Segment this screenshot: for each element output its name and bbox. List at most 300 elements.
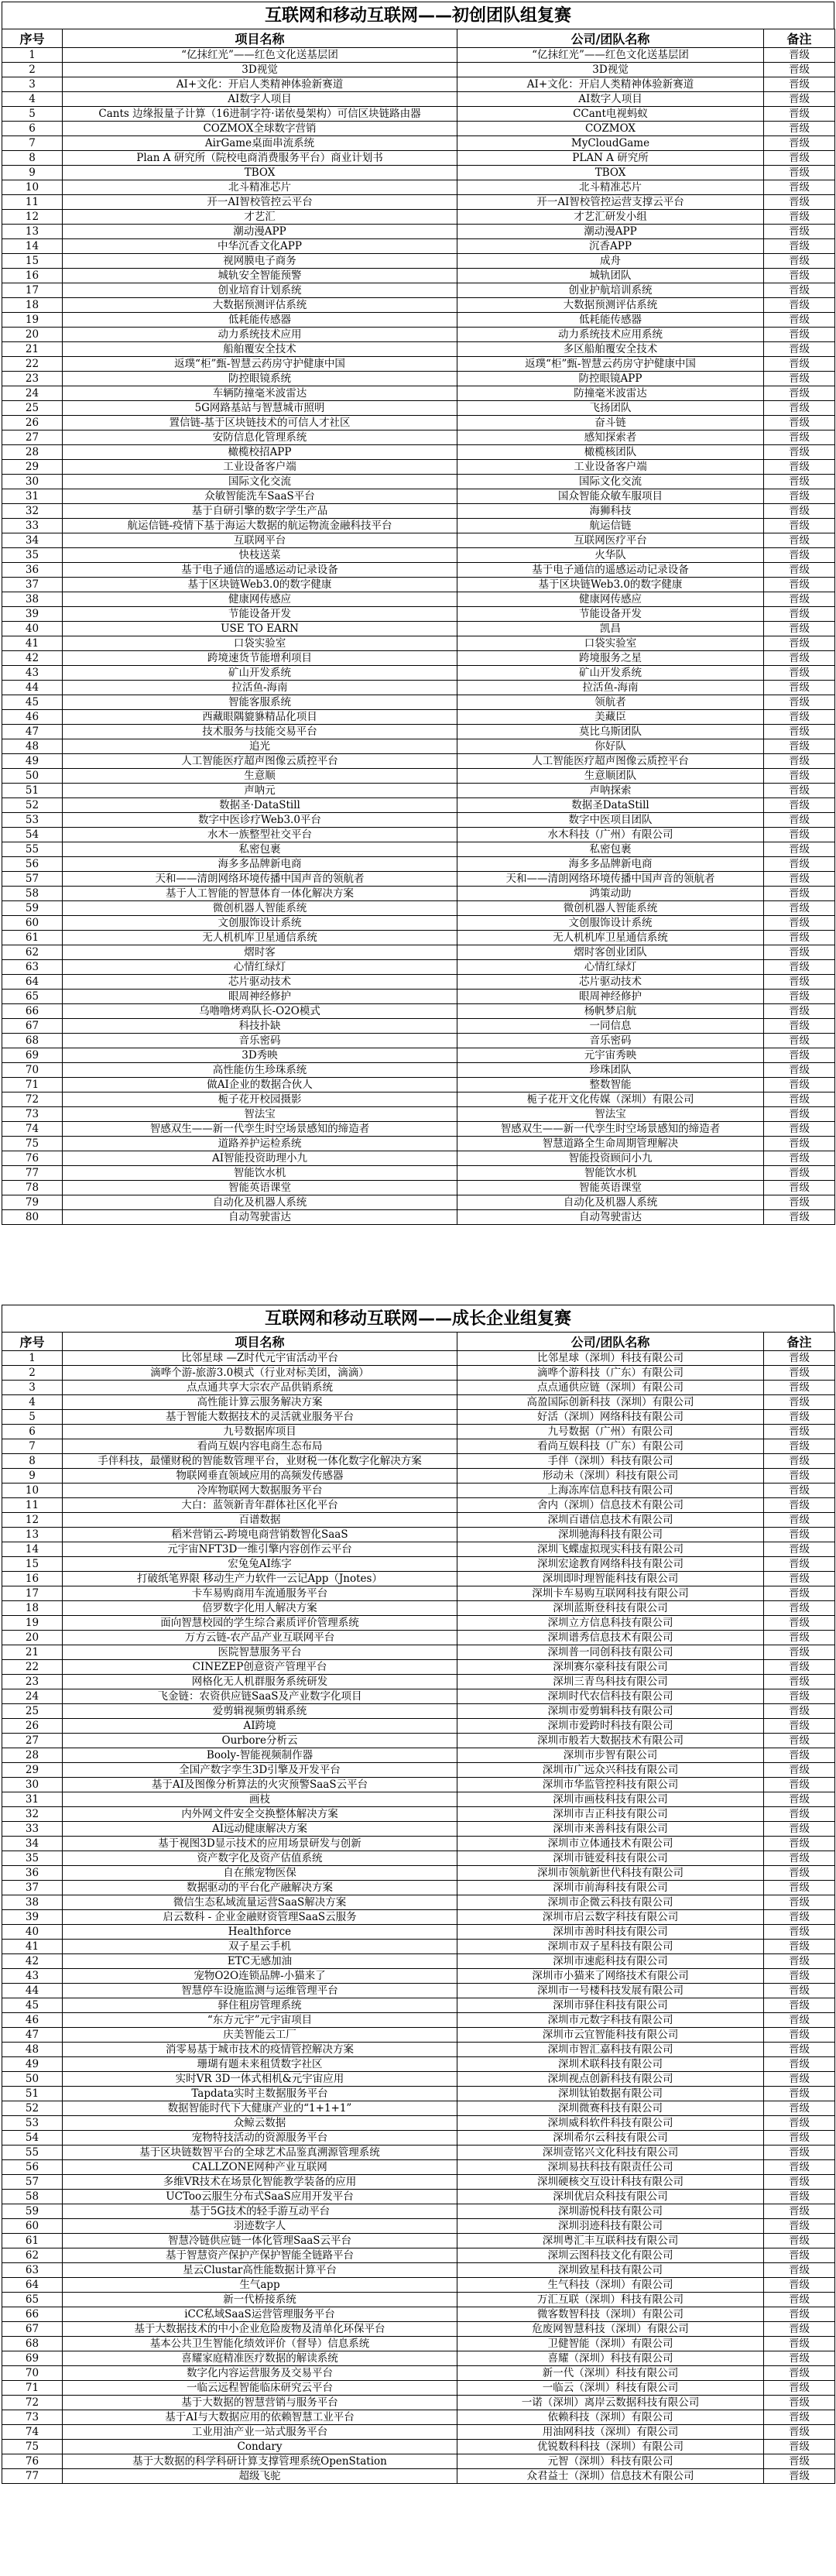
- project-name: 高性能计算云服务解决方案: [63, 1395, 457, 1410]
- company-name: 深圳威科软件科技有限公司: [457, 2116, 764, 2131]
- project-name: 内外网文件安全交换整体解决方案: [63, 1807, 457, 1822]
- company-name: 航运信链: [457, 519, 764, 533]
- row-index: 47: [2, 725, 63, 739]
- remark: 晋级: [764, 1984, 835, 1998]
- remark: 晋级: [764, 548, 835, 563]
- remark: 晋级: [764, 1034, 835, 1048]
- company-name: 元宇宙秀映: [457, 1048, 764, 1063]
- project-name: 微创机器人智能系统: [63, 901, 457, 916]
- remark: 晋级: [764, 1425, 835, 1439]
- project-name: 安防信息化管理系统: [63, 430, 457, 445]
- table-row: [2, 1969, 835, 1984]
- remark: 晋级: [764, 2219, 835, 2234]
- project-name: 启云数科 - 企业金融财资管理SaaS云服务: [63, 1910, 457, 1925]
- remark: 晋级: [764, 1572, 835, 1586]
- company-name: 深圳立方信息科技有限公司: [457, 1616, 764, 1631]
- table-row: [2, 563, 835, 578]
- table-row: [2, 1689, 835, 1704]
- remark: 晋级: [764, 1660, 835, 1675]
- remark: 晋级: [764, 1675, 835, 1689]
- row-index: 74: [2, 2425, 63, 2440]
- table-row: [2, 901, 835, 916]
- row-index: 36: [2, 563, 63, 578]
- row-index: 10: [2, 1484, 63, 1498]
- table-row: [2, 2248, 835, 2263]
- remark: 晋级: [764, 1778, 835, 1792]
- company-name: 深圳百谱信息技术有限公司: [457, 1513, 764, 1528]
- row-index: 70: [2, 2366, 63, 2381]
- row-index: 10: [2, 180, 63, 195]
- table-row: [2, 1586, 835, 1601]
- row-index: 6: [2, 122, 63, 136]
- remark: 晋级: [764, 857, 835, 872]
- company-name: 九号数据（广州）有限公司: [457, 1425, 764, 1439]
- project-name: 实时VR 3D一体式相机&元宇宙应用: [63, 2072, 457, 2087]
- company-name: 深圳市双子星科技有限公司: [457, 1940, 764, 1954]
- project-name: AI远动健康解决方案: [63, 1822, 457, 1837]
- company-name: 深圳市华监管控科技有限公司: [457, 1778, 764, 1792]
- project-name: 眼周神经修护: [63, 990, 457, 1004]
- remark: 晋级: [764, 1851, 835, 1866]
- project-name: 宠物特技活动的资源服务平台: [63, 2131, 457, 2146]
- table-row: [2, 504, 835, 519]
- row-index: 53: [2, 2116, 63, 2131]
- company-name: 深圳市领航新世代科技有限公司: [457, 1866, 764, 1881]
- row-index: 46: [2, 710, 63, 725]
- remark: 晋级: [764, 328, 835, 342]
- row-index: 21: [2, 342, 63, 357]
- remark: 晋级: [764, 1048, 835, 1063]
- remark: 晋级: [764, 592, 835, 607]
- project-name: 宏兔兔AI练字: [63, 1557, 457, 1572]
- company-name: 优锐数科科技（深圳）有限公司: [457, 2440, 764, 2454]
- remark: 晋级: [764, 739, 835, 754]
- remark: 晋级: [764, 386, 835, 401]
- company-name: 深圳钛铂数据有限公司: [457, 2087, 764, 2101]
- remark: 晋级: [764, 1866, 835, 1881]
- row-index: 68: [2, 2337, 63, 2351]
- company-name: 深圳赛尔豪科技有限公司: [457, 1660, 764, 1675]
- project-name: 节能设备开发: [63, 607, 457, 622]
- table-row: [2, 798, 835, 813]
- project-name: 爱剪辑视频剪辑系统: [63, 1704, 457, 1719]
- company-name: 感知探索者: [457, 430, 764, 445]
- company-name: COZMOX: [457, 122, 764, 136]
- row-index: 55: [2, 842, 63, 857]
- table-row: [2, 1439, 835, 1454]
- project-name: 大白：蓝领新青年群体社区化平台: [63, 1498, 457, 1513]
- remark: 晋级: [764, 107, 835, 122]
- company-name: 智能饮水机: [457, 1166, 764, 1181]
- row-index: 44: [2, 681, 63, 695]
- project-name: 置信链-基于区块链技术的可信人才社区: [63, 416, 457, 430]
- project-name: AI跨境: [63, 1719, 457, 1734]
- row-index: 28: [2, 1748, 63, 1763]
- project-name: 基于自研引擎的数字学生产品: [63, 504, 457, 519]
- table-row: [2, 77, 835, 92]
- project-name: 看尚互娱内容电商生态布局: [63, 1439, 457, 1454]
- table-row: [2, 1748, 835, 1763]
- table-row: [2, 63, 835, 77]
- project-name: 多维VR技术在场景化智能教学装备的应用: [63, 2175, 457, 2190]
- project-name: 物联网垂直领域应用的高频发传感器: [63, 1469, 457, 1484]
- remark: 晋级: [764, 1078, 835, 1092]
- row-index: 33: [2, 1822, 63, 1837]
- remark: 晋级: [764, 2307, 835, 2322]
- company-name: 国际文化交流: [457, 475, 764, 489]
- row-index: 33: [2, 519, 63, 533]
- project-name: 智能客服系统: [63, 695, 457, 710]
- table-row: [2, 1351, 835, 1366]
- project-name: Ourbore分析云: [63, 1734, 457, 1748]
- row-index: 75: [2, 2440, 63, 2454]
- company-name: 深圳术联科技有限公司: [457, 2057, 764, 2072]
- table-row: [2, 1210, 835, 1225]
- row-index: 65: [2, 2293, 63, 2307]
- remark: 晋级: [764, 283, 835, 298]
- table-row: [2, 2043, 835, 2057]
- project-name: ETC无感加油: [63, 1954, 457, 1969]
- header-company: 公司/团队名称: [457, 1333, 764, 1351]
- row-index: 16: [2, 269, 63, 283]
- project-name: AirGame桌面串流系统: [63, 136, 457, 151]
- project-name: 庆美智能云工厂: [63, 2028, 457, 2043]
- company-name: 深圳市步智有限公司: [457, 1748, 764, 1763]
- remark: 晋级: [764, 1601, 835, 1616]
- company-name: “亿抹红光”——红色文化送基层团: [457, 48, 764, 63]
- row-index: 61: [2, 931, 63, 945]
- remark: 晋级: [764, 1954, 835, 1969]
- project-name: 健康网传感应: [63, 592, 457, 607]
- project-name: 拉活鱼-海南: [63, 681, 457, 695]
- project-name: 一临云远程智能临床研究云平台: [63, 2381, 457, 2396]
- row-index: 69: [2, 2351, 63, 2366]
- table-row: [2, 1719, 835, 1734]
- row-index: 27: [2, 430, 63, 445]
- row-index: 71: [2, 2381, 63, 2396]
- project-name: Plan A 研究所（院校电商消费服务平台）商业计划书: [63, 151, 457, 166]
- table-row: [2, 2131, 835, 2146]
- project-name: 水木一族整型社交平台: [63, 828, 457, 842]
- table-row: [2, 1395, 835, 1410]
- remark: 晋级: [764, 1792, 835, 1807]
- table-row: [2, 2013, 835, 2028]
- remark: 晋级: [764, 1469, 835, 1484]
- company-name: 国众智能众敏车服项目: [457, 489, 764, 504]
- row-index: 15: [2, 254, 63, 269]
- table-row: [2, 2160, 835, 2175]
- row-index: 17: [2, 1586, 63, 1601]
- remark: 晋级: [764, 2248, 835, 2263]
- remark: 晋级: [764, 1063, 835, 1078]
- row-index: 24: [2, 1689, 63, 1704]
- table-row: [2, 1425, 835, 1439]
- company-name: 防控眼镜APP: [457, 372, 764, 386]
- company-name: 深圳市爱跨时科技有限公司: [457, 1719, 764, 1734]
- project-name: 生意顺: [63, 769, 457, 784]
- company-name: 智能英语课堂: [457, 1181, 764, 1195]
- header-index: 序号: [2, 1333, 63, 1351]
- company-name: 手伴（深圳）科技有限公司: [457, 1454, 764, 1469]
- remark: 晋级: [764, 1513, 835, 1528]
- table-row: [2, 1822, 835, 1837]
- row-index: 39: [2, 607, 63, 622]
- table-row: [2, 916, 835, 931]
- row-index: 43: [2, 1969, 63, 1984]
- row-index: 64: [2, 2278, 63, 2293]
- row-index: 42: [2, 651, 63, 666]
- table-row: [2, 1166, 835, 1181]
- company-name: 深圳市小猫来了网络技术有限公司: [457, 1969, 764, 1984]
- table-row: [2, 1910, 835, 1925]
- row-index: 24: [2, 386, 63, 401]
- row-index: 35: [2, 548, 63, 563]
- company-name: 深圳飞蝶虚拟现实科技有限公司: [457, 1542, 764, 1557]
- table-row: [2, 445, 835, 460]
- company-name: 微客数智科技（深圳）有限公司: [457, 2307, 764, 2322]
- company-name: 大数据预测评估系统: [457, 298, 764, 313]
- row-index: 52: [2, 798, 63, 813]
- table-row: [2, 107, 835, 122]
- company-name: 动力系统技术应用系统: [457, 328, 764, 342]
- row-index: 17: [2, 283, 63, 298]
- section-title: 互联网和移动互联网——初创团队组复赛: [2, 2, 834, 29]
- project-name: 互联网平台: [63, 533, 457, 548]
- row-index: 34: [2, 1837, 63, 1851]
- project-name: 基于大数据技术的中小企业危险废物及清单化环保平台: [63, 2322, 457, 2337]
- table-row: [2, 357, 835, 372]
- company-name: 开一AI智校管控运营支撑云平台: [457, 195, 764, 210]
- table-row: [2, 2101, 835, 2116]
- remark: 晋级: [764, 2425, 835, 2440]
- company-name: 新一代（深圳）科技有限公司: [457, 2366, 764, 2381]
- company-name: 天和——清朗网络环境传播中国声音的领航者: [457, 872, 764, 887]
- row-index: 35: [2, 1851, 63, 1866]
- remark: 晋级: [764, 1137, 835, 1151]
- remark: 晋级: [764, 2072, 835, 2087]
- project-name: 微信生态私域流量运营SaaS解决方案: [63, 1895, 457, 1910]
- row-index: 77: [2, 1166, 63, 1181]
- table-row: [2, 710, 835, 725]
- remark: 晋级: [764, 1542, 835, 1557]
- remark: 晋级: [764, 2101, 835, 2116]
- table-row: [2, 2204, 835, 2219]
- table-row: [2, 1940, 835, 1954]
- company-name: 北斗精准芯片: [457, 180, 764, 195]
- table-row: [2, 666, 835, 681]
- project-name: 防控眼镜系统: [63, 372, 457, 386]
- row-index: 27: [2, 1734, 63, 1748]
- project-name: 万方云链-农产品产业互联网平台: [63, 1631, 457, 1645]
- remark: 晋级: [764, 1195, 835, 1210]
- row-index: 25: [2, 401, 63, 416]
- company-name: 深圳普一同创科技有限公司: [457, 1645, 764, 1660]
- company-name: 美藏臣: [457, 710, 764, 725]
- company-name: 形动未（深圳）科技有限公司: [457, 1469, 764, 1484]
- project-name: 音乐密码: [63, 1034, 457, 1048]
- company-name: 基于电子通信的遥感运动记录设备: [457, 563, 764, 578]
- project-name: UCToo云服生分布式SaaS应用开发平台: [63, 2190, 457, 2204]
- remark: 晋级: [764, 269, 835, 283]
- company-name: 一同信息: [457, 1019, 764, 1034]
- company-name: 城轨团队: [457, 269, 764, 283]
- row-index: 73: [2, 1107, 63, 1122]
- project-name: 工业设备客户端: [63, 460, 457, 475]
- row-index: 58: [2, 2190, 63, 2204]
- row-index: 76: [2, 2454, 63, 2469]
- company-name: TBOX: [457, 166, 764, 180]
- remark: 晋级: [764, 916, 835, 931]
- row-index: 18: [2, 1601, 63, 1616]
- remark: 晋级: [764, 519, 835, 533]
- company-name: 多区船舶覆安全技术: [457, 342, 764, 357]
- remark: 晋级: [764, 92, 835, 107]
- company-name: AI数字人项目: [457, 92, 764, 107]
- remark: 晋级: [764, 1498, 835, 1513]
- remark: 晋级: [764, 1166, 835, 1181]
- row-index: 23: [2, 372, 63, 386]
- remark: 晋级: [764, 372, 835, 386]
- row-index: 66: [2, 1004, 63, 1019]
- company-name: 眼周神经修护: [457, 990, 764, 1004]
- company-name: 健康网传感应: [457, 592, 764, 607]
- remark: 晋级: [764, 1998, 835, 2013]
- company-name: 互联网医疗平台: [457, 533, 764, 548]
- table-row: [2, 269, 835, 283]
- remark: 晋级: [764, 1381, 835, 1395]
- project-name: 潮动漫APP: [63, 225, 457, 239]
- row-index: 4: [2, 92, 63, 107]
- project-name: 5G网路基站与智慧城市照明: [63, 401, 457, 416]
- company-name: 海多多品牌新电商: [457, 857, 764, 872]
- table-row: [2, 1660, 835, 1675]
- row-index: 79: [2, 1195, 63, 1210]
- row-index: 45: [2, 695, 63, 710]
- company-name: 你好队: [457, 739, 764, 754]
- row-index: 67: [2, 2322, 63, 2337]
- row-index: 46: [2, 2013, 63, 2028]
- project-name: 网格化无人机群服务系统研发: [63, 1675, 457, 1689]
- remark: 晋级: [764, 195, 835, 210]
- project-name: 基于大数据的智慧营销与服务平台: [63, 2396, 457, 2410]
- project-name: 冷库物联网大数据服务平台: [63, 1484, 457, 1498]
- row-index: 2: [2, 1366, 63, 1381]
- table-row: [2, 769, 835, 784]
- remark: 晋级: [764, 1210, 835, 1225]
- table-row: [2, 1107, 835, 1122]
- company-name: 深圳市云宜智能科技有限公司: [457, 2028, 764, 2043]
- table-row: [2, 2351, 835, 2366]
- project-name: 心情红绿灯: [63, 960, 457, 975]
- remark: 晋级: [764, 180, 835, 195]
- company-name: 深圳三青鸟科技有限公司: [457, 1675, 764, 1689]
- remark: 晋级: [764, 2146, 835, 2160]
- table-row: [2, 1469, 835, 1484]
- company-name: 工业设备客户端: [457, 460, 764, 475]
- row-index: 73: [2, 2410, 63, 2425]
- company-name: 无人机机库卫星通信系统: [457, 931, 764, 945]
- project-name: “东方元宇”元宇宙项目: [63, 2013, 457, 2028]
- company-name: 自动化及机器人系统: [457, 1195, 764, 1210]
- row-index: 7: [2, 1439, 63, 1454]
- row-index: 16: [2, 1572, 63, 1586]
- project-name: 口袋实验室: [63, 636, 457, 651]
- remark: 晋级: [764, 651, 835, 666]
- remark: 晋级: [764, 1484, 835, 1498]
- company-name: 深圳游悦科技有限公司: [457, 2204, 764, 2219]
- project-name: 生气app: [63, 2278, 457, 2293]
- company-name: 凯昌: [457, 622, 764, 636]
- remark: 晋级: [764, 828, 835, 842]
- remark: 晋级: [764, 298, 835, 313]
- table-row: [2, 2190, 835, 2204]
- company-name: 矿山开发系统: [457, 666, 764, 681]
- company-name: 深圳市智汇嘉科技有限公司: [457, 2043, 764, 2057]
- project-name: 数据圣·DataStill: [63, 798, 457, 813]
- table-row: [2, 489, 835, 504]
- table-row: [2, 578, 835, 592]
- remark: 晋级: [764, 2322, 835, 2337]
- project-name: 九号数据库项目: [63, 1425, 457, 1439]
- table-row: [2, 2234, 835, 2248]
- project-name: 羽迹数字人: [63, 2219, 457, 2234]
- company-name: 深圳蓝斯登科技有限公司: [457, 1601, 764, 1616]
- remark: 晋级: [764, 2028, 835, 2043]
- row-index: 67: [2, 1019, 63, 1034]
- row-index: 68: [2, 1034, 63, 1048]
- remark: 晋级: [764, 416, 835, 430]
- row-index: 13: [2, 1528, 63, 1542]
- remark: 晋级: [764, 1734, 835, 1748]
- remark: 晋级: [764, 636, 835, 651]
- remark: 晋级: [764, 2278, 835, 2293]
- company-name: 基于区块链Web3.0的数字健康: [457, 578, 764, 592]
- table-row: [2, 166, 835, 180]
- company-name: 沉香APP: [457, 239, 764, 254]
- table-row: [2, 1675, 835, 1689]
- project-name: Booly-智能视频制作器: [63, 1748, 457, 1763]
- row-index: 44: [2, 1984, 63, 1998]
- company-name: 深圳时代农信科技有限公司: [457, 1689, 764, 1704]
- project-name: 医院智慧服务平台: [63, 1645, 457, 1660]
- remark: 晋级: [764, 2366, 835, 2381]
- row-index: 72: [2, 2396, 63, 2410]
- row-index: 25: [2, 1704, 63, 1719]
- table-row: [2, 2440, 835, 2454]
- company-name: 深圳云图科技文化有限公司: [457, 2248, 764, 2263]
- row-index: 56: [2, 2160, 63, 2175]
- project-name: 快枝送菜: [63, 548, 457, 563]
- remark: 晋级: [764, 2396, 835, 2410]
- project-name: 技术服务与技能交易平台: [63, 725, 457, 739]
- company-name: 智能投资顾问小九: [457, 1151, 764, 1166]
- company-name: 一临云（深圳）科技有限公司: [457, 2381, 764, 2396]
- table-row: [2, 1151, 835, 1166]
- table-row: [2, 430, 835, 445]
- table-row: [2, 622, 835, 636]
- company-name: 危废网智慧科技（深圳）有限公司: [457, 2322, 764, 2337]
- remark: 晋级: [764, 1881, 835, 1895]
- table-row: [2, 1484, 835, 1498]
- project-name: 3D视觉: [63, 63, 457, 77]
- remark: 晋级: [764, 2263, 835, 2278]
- company-name: 深圳市爱剪辑科技有限公司: [457, 1704, 764, 1719]
- row-index: 74: [2, 1122, 63, 1137]
- company-name: 智慧道路全生命周期管理解决: [457, 1137, 764, 1151]
- company-name: 深圳致星科技有限公司: [457, 2263, 764, 2278]
- company-name: 依赖科技（深圳）有限公司: [457, 2410, 764, 2425]
- table-row: [2, 1137, 835, 1151]
